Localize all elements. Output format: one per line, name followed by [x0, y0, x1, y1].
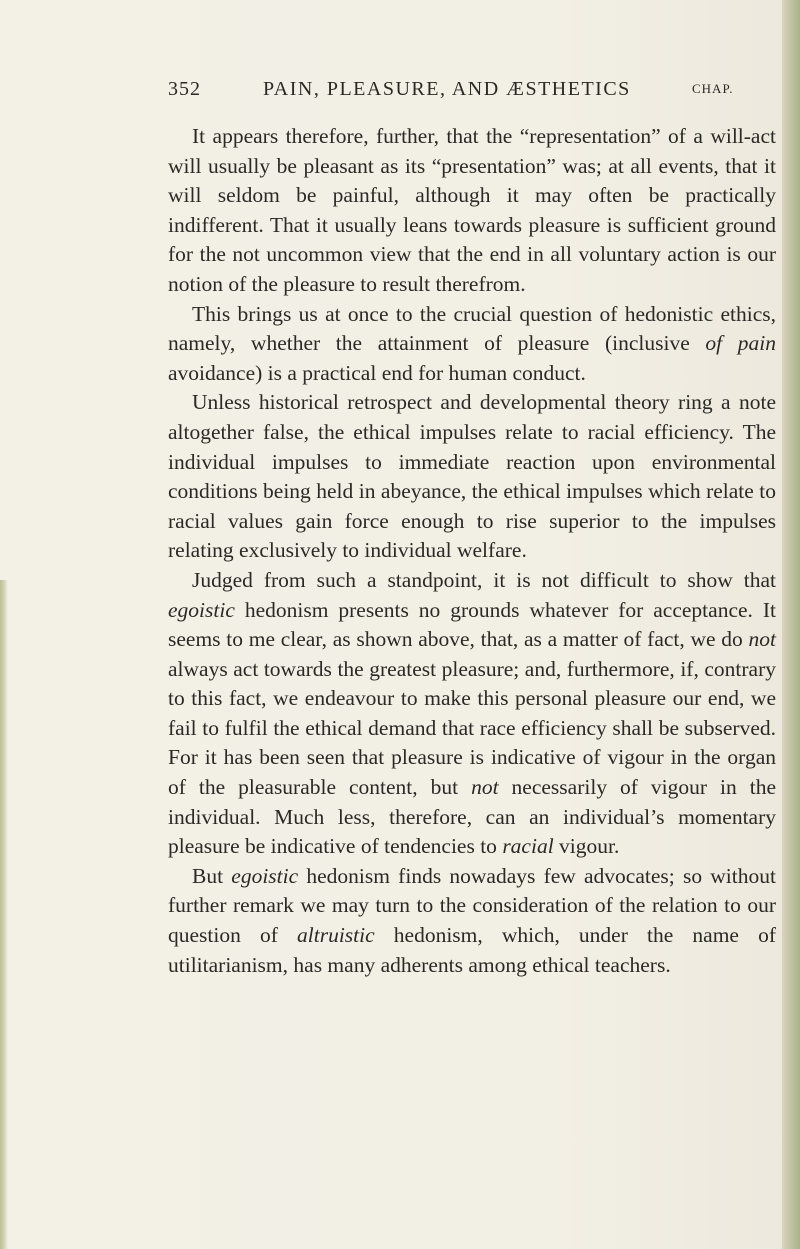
- page-binding-edge: [782, 0, 800, 1249]
- running-head: [168, 78, 768, 106]
- paragraph-2: [168, 300, 776, 389]
- page-left-edge-stain: [0, 580, 8, 1249]
- italic-word: egoistic: [168, 597, 235, 622]
- paragraph-text: hedonism, which, under the name of utilitarianism, has many adherents among ethical teachers.: [168, 923, 776, 977]
- paragraph-4: [168, 566, 776, 862]
- paragraph-1: [168, 122, 776, 300]
- chapter-label: CHAP.: [692, 81, 734, 96]
- paragraph-5: [168, 862, 776, 980]
- running-head-title: PAIN, PLEASURE, AND ÆSTHETICS: [263, 78, 631, 100]
- paragraph-text: Unless historical retrospect and developmental theory ring a note altogether false, the ethical impulses relate to racial efficiency. The individual impulses to immediate reaction upon environmental conditions being held in abeyance, the ethical impulses which relate to racial values gain force enough to rise superior to the impulses relating exclusively to individual welfare.: [168, 390, 776, 563]
- italic-word: racial: [502, 834, 554, 859]
- paragraph-text: vigour.: [553, 834, 620, 859]
- italic-word: egoistic: [231, 863, 299, 888]
- paragraph-text: hedonism presents no grounds whatever for acceptance. It seems to me clear, as shown above, that, as a matter of fact, we do: [168, 597, 776, 652]
- paragraph-text: But: [192, 863, 232, 888]
- paragraph-text: hedonism finds nowadays few advocates; so without further remark we may turn to the consideration of the relation to our question of: [168, 863, 776, 948]
- italic-word: altruistic: [297, 923, 375, 948]
- paragraph-3: [168, 388, 776, 566]
- italic-word: not: [748, 627, 776, 652]
- paragraph-text: always act towards the greatest pleasure; and, furthermore, if, contrary to this fact, we endeavour to make this personal pleasure our end, we fail to fulfil the ethical demand that race efficiency shall be subserved. For it has been seen that pleasure is indicative of vigour in the organ of the pleasurable content, but: [168, 656, 776, 800]
- paragraph-text: This brings us at once to the crucial question of hedonistic ethics, namely, whether the attainment of pleasure (inclusive: [168, 301, 776, 356]
- paragraph-text: It appears therefore, further, that the “representation” of a will-act will usually be pleasant as its “presentation” was; at all events, that it will seldom be painful, although it may often be practically indifferent. That it usually leans towards pleasure is sufficient ground for the not uncommon view that the end in all voluntary action is our notion of the pleasure to result therefrom.: [168, 124, 776, 296]
- body-text: [168, 122, 776, 980]
- paragraph-text: Judged from such a standpoint, it is not difficult to show that: [192, 567, 776, 592]
- paragraph-text: necessarily of vigour in the individual. Much less, therefore, can an individual’s momentary pleasure be indicative of tendencies to: [168, 775, 777, 859]
- italic-phrase: of pain: [705, 331, 776, 356]
- paragraph-text: avoidance) is a practical end for human conduct.: [168, 360, 586, 385]
- italic-word: not: [471, 775, 499, 800]
- page-number: 352: [168, 78, 201, 100]
